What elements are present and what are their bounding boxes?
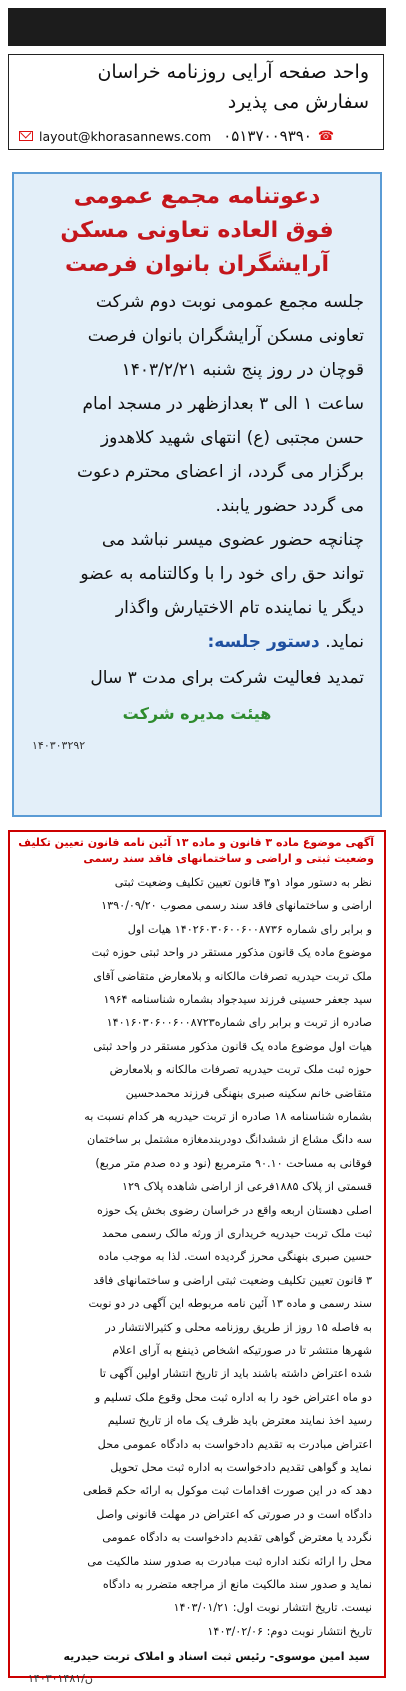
notice-line: متقاضی خانم سکینه صبری بنهنگی فرزند محمدحسین [125, 1086, 372, 1100]
phone-icon: ☎ [317, 128, 335, 144]
notice-line: تاریخ انتشار نوبت دوم: ۱۴۰۳/۰۲/۰۶ [207, 1624, 372, 1638]
invitation-code: ۱۴۰۳۰۳۲۹۲ [32, 739, 86, 752]
notice-line: قسمتی از پلاک ۱۸۸۵فرعی از اراضی شاهده پلاک ۱۲۹ [121, 1180, 372, 1194]
notice-line: دو ماه اعتراض خود را به اداره ثبت محل وقوع ملک تسلیم و [94, 1390, 372, 1404]
notice-title-1: آگهی موضوع ماده ۳ قانون و ماده ۱۳ آئین نامه قانون تعیین تکلیف [18, 836, 374, 849]
notice-line: نیست. تاریخ انتشار نوبت اول: ۱۴۰۳/۰۱/۲۱ [173, 1601, 372, 1615]
notice-line: ثبت ملک تربت حیدریه خریداری از ورثه مالک رسمی محمد [102, 1227, 372, 1240]
invitation-line: دیگر یا نماینده تام الاختیارش واگذار [115, 598, 364, 618]
layout-ad-box [8, 54, 384, 150]
notice-line: فوقانی به مساحت ۹۰.۱۰ مترمربع (نود و ده صدم متر مربع) [95, 1156, 372, 1170]
notice-line: ملک تربت حیدریه تصرفات مالکانه و بلامعارض متقاضی آقای [93, 969, 372, 983]
ad-contact-row [19, 127, 373, 145]
notice-line: سید جعفر حسینی فرزند سیدجواد بشماره شناسنامه ۱۹۶۴ [103, 993, 372, 1006]
invitation-box [12, 172, 382, 817]
invitation-title-1: دعوتنامه مجمع عمومی [73, 184, 321, 209]
invitation-line: قوچان در روز پنج شنبه ۱۴۰۳/۲/۲۱ [121, 360, 364, 380]
invitation-line: می گردد حضور یابند. [215, 496, 364, 516]
notice-line: به فاصله ۱۵ روز از طریق روزنامه محلی و کثیرالانتشار در [105, 1320, 372, 1334]
notice-line: هیات اول موضوع ماده یک قانون مذکور مستقر در واحد ثبتی [93, 1039, 372, 1053]
invitation-title-3: آرایشگران بانوان فرصت [64, 252, 330, 277]
notice-line: موضوع ماده یک قانون مذکور مستقر در واحد ثبتی حوزه ثبت [91, 946, 372, 960]
agenda-label: دستور جلسه: [207, 632, 320, 652]
notice-line: نماید و گواهی تقدیم دادخواست به اداره ثبت محل تحویل [110, 1461, 372, 1474]
notice-line: سند رسمی و ماده ۱۳ آئین نامه مربوطه این آگهی در دو نوبت [88, 1297, 372, 1311]
notice-line: رسید اخذ نمایند معترض باید ظرف یک ماه از تاریخ تسلیم [107, 1414, 372, 1428]
notice-line: دادگاه است و در صورتی که اعتراض در مهلت قانونی واصل [96, 1507, 372, 1521]
invitation-line: برگزار می گردد، از اعضای محترم دعوت [77, 462, 364, 482]
notice-line: صادره از تربت و برابر رای شماره۱۴۰۱۶۰۳۰۶۰۰۶۰۰۸۷۲۳ [106, 1016, 372, 1030]
notice-line: محل را ارائه نکند اداره ثبت مبادرت به صدور سند مالکیت می [87, 1554, 372, 1568]
header-band [8, 8, 386, 46]
agenda-item: تمدید فعالیت شرکت برای مدت ۳ سال [90, 668, 364, 688]
ad-headline: واحد صفحه آرایی روزنامه خراسان [97, 61, 369, 83]
notice-line: نظر به دستور مواد ۱و۳ قانون تعیین تکلیف وضعیت ثبتی [114, 876, 372, 889]
invitation-line: ساعت ۱ الی ۳ بعدازظهر در مسجد امام [82, 394, 364, 414]
ad-subline: سفارش می پذیرد [227, 91, 369, 113]
invitation-line: حسن مجتبی (ع) انتهای شهید کلاهدوز [100, 428, 364, 448]
invitation-title-2: فوق العاده تعاونی مسکن [60, 218, 334, 243]
invitation-line-end: نماید. [325, 632, 364, 652]
notice-line: اصلی دهستان اربعه واقع در خراسان رضوی بخش یک حوزه [96, 1203, 372, 1217]
invitation-line: چنانچه حضور عضوی میسر نباشد می [101, 530, 364, 550]
notice-title-2: وضعیت ثبتی و اراضی و ساختمانهای فاقد سند رسمی [83, 852, 374, 865]
notice-line: شهرها منتشر تا در صورتیکه اشخاص ذینفع به آرای اعلام [112, 1344, 372, 1357]
invitation-line: تعاونی مسکن آرایشگران بانوان فرصت [87, 326, 364, 346]
email-icon [19, 131, 33, 141]
notice-line: شده اعتراض داشته باشند باید از تاریخ انتشار اولین آگهی تا [99, 1367, 372, 1381]
notice-code: ۱۴۰۳۰۱۴۸۱/ن [28, 1672, 93, 1686]
notice-line: اراضی و ساختمانهای فاقد سند رسمی مصوب ۱۳۹۰/۰۹/۲۰ [101, 899, 372, 913]
invitation-line: جلسه مجمع عمومی نوبت دوم شرکت [95, 292, 364, 312]
legal-notice-box [8, 830, 386, 1686]
notice-line: نماید و صدور سند مالکیت مانع از مراجعه متضرر به دادگاه [102, 1578, 372, 1591]
notice-line: بشماره شناسنامه ۱۸ صادره از تربت حیدریه هر کدام نسبت به [84, 1110, 372, 1123]
invitation-line: تواند حق رای خود را با وکالتنامه به عضو [80, 564, 364, 584]
board-signature: هیئت مدیره شرکت [122, 704, 272, 723]
notice-line: نگردد یا معترض گواهی تقدیم دادخواست به دادگاه عمومی [102, 1531, 372, 1545]
notice-line: حسین صبری بنهنگی محرز گردیده است. لذا به موجب ماده [98, 1250, 372, 1264]
invitation-agenda-line [26, 632, 364, 652]
notice-line: و برابر رای شماره ۱۴۰۲۶۰۳۰۶۰۰۶۰۰۸۷۳۶ هیات اول [127, 922, 372, 936]
notice-line: اعتراض مبادرت به تقدیم دادخواست به دادگاه عمومی محل [97, 1437, 372, 1451]
ad-email[interactable]: layout@khorasannews.com [39, 128, 212, 144]
notice-line: حوزه ثبت ملک تربت حیدریه تصرفات مالکانه و بلامعارض [109, 1063, 372, 1077]
ad-phone: ۰۵۱۳۷۰۰۹۳۹۰ [223, 127, 312, 145]
notice-line: دهد که در این صورت اقدامات ثبت موکول به ارائه حکم قطعی [82, 1484, 372, 1498]
notice-line: سه دانگ مشاع از ششدانگ دودربندمغازه مشتمل بر ساختمان [86, 1133, 372, 1147]
notice-signature: سید امین موسوی- رئیس ثبت اسناد و املاک تربت حیدریه [63, 1650, 370, 1664]
notice-line: ۳ قانون تعیین تکلیف وضعیت ثبتی اراضی و ساختمانهای فاقد [93, 1273, 372, 1287]
